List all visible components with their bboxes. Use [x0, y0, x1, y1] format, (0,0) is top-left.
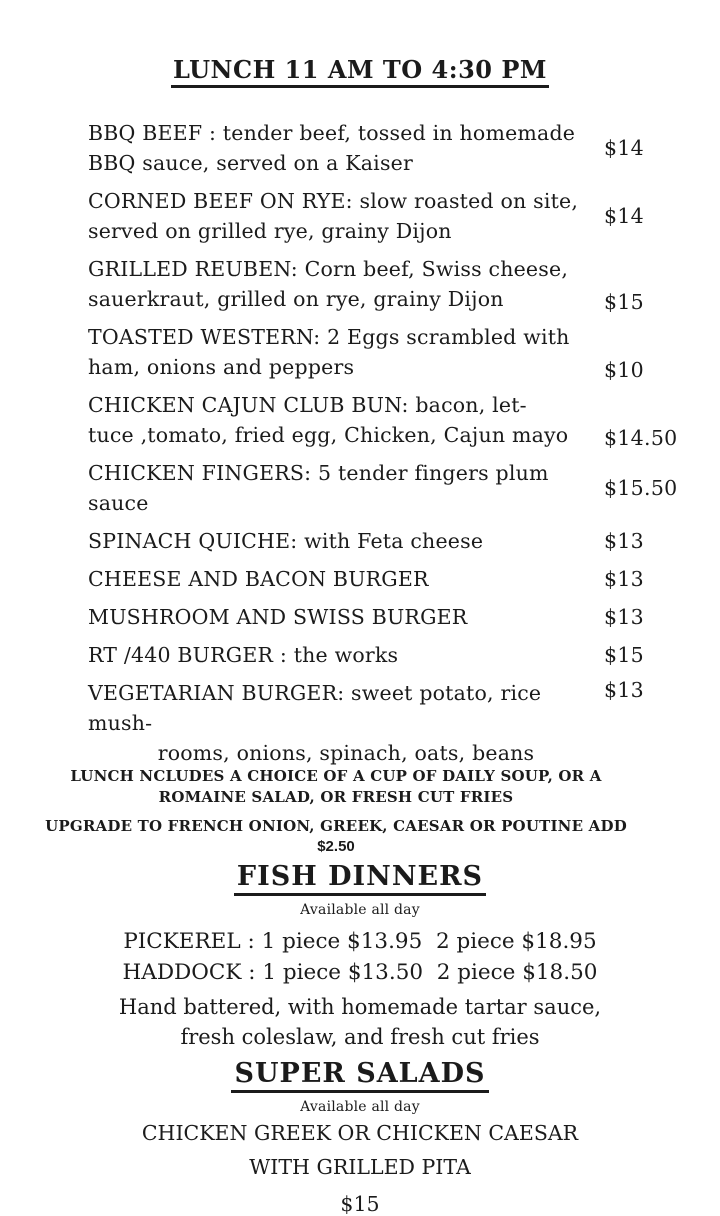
menu-item-row: [88, 458, 684, 518]
menu-item-row: [88, 322, 684, 382]
fish-option-line: HADDOCK : 1 piece $13.50 2 piece $18.50: [122, 960, 598, 985]
upgrade-note-line: UPGRADE TO FRENCH ONION, GREEK, CAESAR OR POUTINE ADD: [45, 817, 627, 835]
menu-item-line: GRILLED REUBEN: Corn beef, Swiss cheese,: [88, 257, 569, 281]
menu-item-row: [88, 254, 684, 314]
salad-item-line: CHICKEN GREEK OR CHICKEN CAESAR: [141, 1121, 579, 1145]
menu-item-line: CORNED BEEF ON RYE: slow roasted on site,: [88, 189, 579, 213]
menu-item-price: $15: [604, 643, 645, 667]
fish-description: [0, 992, 720, 1052]
menu-item-line: BBQ sauce, served on a Kaiser: [88, 151, 413, 175]
super-salads-availability: Available all day: [300, 1099, 420, 1115]
menu-item-row: [88, 526, 684, 556]
menu-item-price: $14.50: [604, 426, 678, 450]
fish-description-line: fresh coleslaw, and fresh cut fries: [180, 1025, 540, 1049]
menu-item-description: [88, 118, 604, 178]
includes-note-line: LUNCH NCLUDES A CHOICE OF A CUP OF DAILY SOUP, OR A: [70, 767, 602, 785]
upgrade-note: [0, 816, 720, 837]
menu-item-description: [88, 322, 604, 382]
menu-item-row: [88, 390, 684, 450]
fish-dinners-availability: Available all day: [300, 902, 420, 918]
menu-item-price: $15: [604, 290, 645, 314]
includes-note-line: ROMAINE SALAD, OR FRESH CUT FRIES: [158, 788, 514, 806]
upgrade-price: $2.50: [317, 838, 355, 855]
super-salads-heading-wrap: [0, 1058, 720, 1093]
menu-item-description: [88, 678, 604, 768]
menu-item-description: [88, 564, 604, 594]
menu-item-row: [88, 602, 684, 632]
menu-item-row: [88, 186, 684, 246]
menu-item-line: CHICKEN CAJUN CLUB BUN: bacon, let-: [88, 393, 527, 417]
fish-dinners-section: [0, 861, 720, 1052]
menu-item-price: $13: [604, 605, 645, 629]
menu-item-description: [88, 640, 604, 670]
menu-item-line: TOASTED WESTERN: 2 Eggs scrambled with: [88, 325, 570, 349]
menu-item-line: SPINACH QUICHE: with Feta cheese: [88, 529, 484, 553]
salad-item-line: WITH GRILLED PITA: [249, 1155, 471, 1179]
page-title: LUNCH 11 AM TO 4:30 PM: [171, 55, 549, 88]
menu-item-price: $13: [604, 678, 645, 702]
menu-item-description: [88, 602, 604, 632]
fish-dinners-heading-wrap: [0, 861, 720, 896]
menu-item-line: rooms, onions, spinach, oats, beans: [157, 741, 535, 765]
menu-item-line: sauerkraut, grilled on rye, grainy Dijon: [88, 287, 504, 311]
menu-item-row: [88, 118, 684, 178]
menu-item-price: $14: [604, 136, 645, 160]
menu-item-line: served on grilled rye, grainy Dijon: [88, 219, 452, 243]
menu-item-line: BBQ BEEF : tender beef, tossed in homemade: [88, 121, 576, 145]
menu-item-line: RT /440 BURGER : the works: [88, 643, 399, 667]
menu-item-line: MUSHROOM AND SWISS BURGER: [88, 605, 468, 629]
menu-item-price: $14: [604, 204, 645, 228]
super-salads-section: [0, 1058, 720, 1216]
menu-item-line: CHICKEN FINGERS: 5 tender fingers plum sauce: [88, 461, 549, 515]
menu-item-price: $13: [604, 529, 645, 553]
super-salads-items: [0, 1123, 720, 1178]
fish-dinners-heading: FISH DINNERS: [234, 861, 486, 896]
menu-item-description: [88, 526, 604, 556]
lunch-includes-note: [0, 766, 720, 808]
super-salads-price: $15: [340, 1192, 380, 1216]
title-section: [0, 0, 720, 88]
menu-item-row: [88, 564, 684, 594]
menu-item-line: VEGETARIAN BURGER: sweet potato, rice mush-: [88, 681, 542, 735]
menu-item-description: [88, 186, 604, 246]
menu-item-line: CHEESE AND BACON BURGER: [88, 567, 429, 591]
menu-item-price: $15.50: [604, 476, 678, 500]
menu-item-description: [88, 458, 604, 518]
menu-item-price: $10: [604, 358, 645, 382]
menu-item-description: [88, 254, 604, 314]
menu-item-line: ham, onions and peppers: [88, 355, 355, 379]
super-salads-heading: SUPER SALADS: [231, 1058, 488, 1093]
fish-description-line: Hand battered, with homemade tartar sauce,: [118, 995, 602, 1019]
menu-item-line: tuce ,tomato, fried egg, Chicken, Cajun mayo: [88, 423, 569, 447]
menu-item-row: [88, 678, 684, 768]
menu-item-description: [88, 390, 604, 450]
menu-item-price: $13: [604, 567, 645, 591]
fish-options: [0, 926, 720, 988]
fish-option-line: PICKEREL : 1 piece $13.95 2 piece $18.95: [123, 929, 597, 954]
menu-item-row: [88, 640, 684, 670]
lunch-items: [0, 118, 720, 768]
